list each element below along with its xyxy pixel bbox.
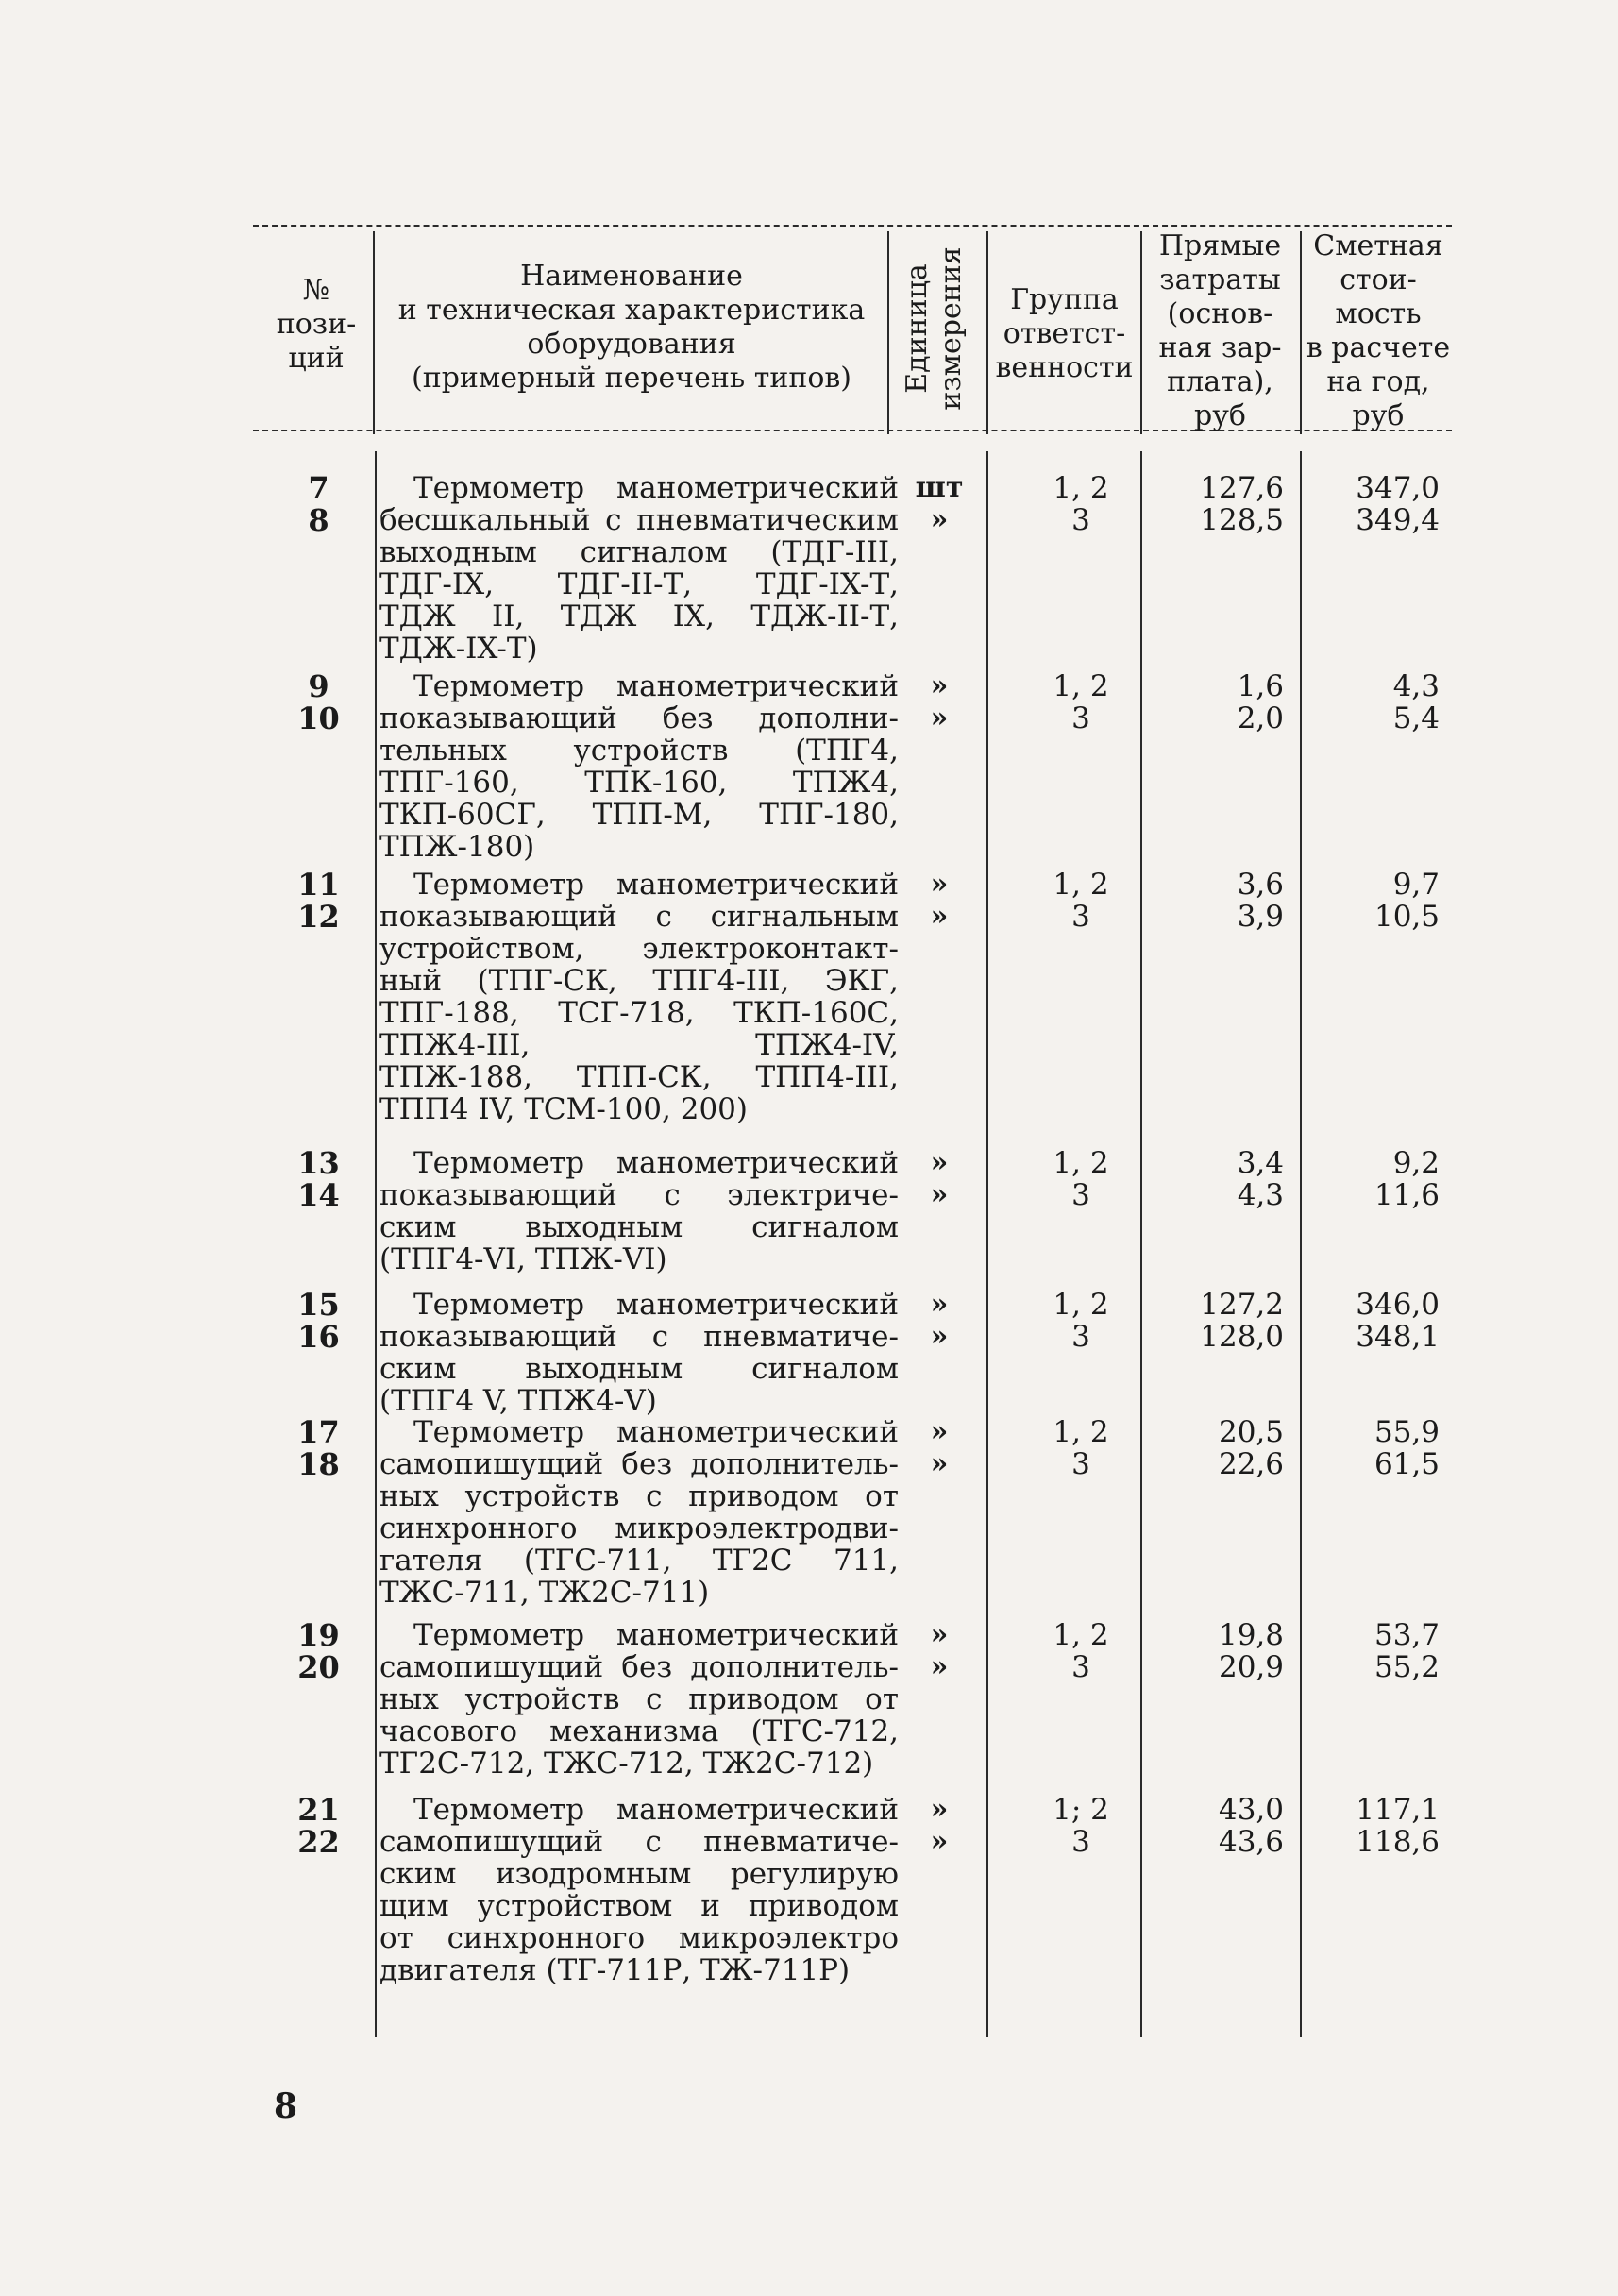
position-numbers-value: 16 bbox=[297, 1319, 340, 1355]
unit-values-value: » bbox=[930, 701, 949, 734]
description-line: самопишущий с пневматиче- bbox=[379, 1826, 899, 1858]
unit-values-value: » bbox=[930, 1178, 949, 1211]
description-line: щим устройством и приводом bbox=[379, 1890, 899, 1922]
responsibility-groups-value: 3 bbox=[1071, 1178, 1090, 1212]
position-numbers-value: 8 bbox=[308, 502, 329, 538]
header-position: № пози- ций bbox=[276, 274, 357, 375]
unit-values bbox=[897, 1794, 982, 1858]
unit-values-value: » bbox=[930, 1650, 949, 1683]
position-numbers-value: 15 bbox=[297, 1287, 340, 1323]
unit-values-value: » bbox=[930, 868, 949, 901]
header-unit: Единица измерения bbox=[901, 246, 968, 411]
unit-values bbox=[897, 1147, 982, 1211]
direct-cost-values bbox=[1156, 1794, 1284, 1858]
position-numbers-value: 12 bbox=[297, 899, 340, 935]
description-line: (ТПГ4 V, ТПЖ4-V) bbox=[379, 1385, 657, 1417]
description-line: (ТПГ4-VI, ТПЖ-VI) bbox=[379, 1243, 667, 1275]
estimated-cost-values-value: 11,6 bbox=[1374, 1178, 1440, 1212]
estimated-cost-values-value: 4,3 bbox=[1392, 669, 1440, 703]
description-line: ТПЖ-188, ТПП-СК, ТПП4-III, bbox=[379, 1061, 899, 1093]
responsibility-groups bbox=[1005, 1147, 1156, 1211]
responsibility-groups-value: 1, 2 bbox=[1053, 1415, 1109, 1449]
unit-values-value: » bbox=[930, 1415, 949, 1448]
direct-cost-values bbox=[1156, 1147, 1284, 1211]
description-line: ТПГ-188, ТСГ-718, ТКП-160С, bbox=[379, 997, 899, 1029]
unit-values bbox=[897, 1619, 982, 1683]
description-line: Термометр манометрический bbox=[413, 472, 899, 504]
position-numbers bbox=[264, 1794, 373, 1858]
description-line: часового механизма (ТГС-712, bbox=[379, 1715, 899, 1747]
description-line: ТГ2С-712, ТЖС-712, ТЖ2С-712) bbox=[379, 1747, 874, 1780]
column-separator bbox=[373, 231, 375, 434]
page-number: 8 bbox=[274, 2086, 298, 2126]
unit-values bbox=[897, 1416, 982, 1480]
position-numbers-value: 20 bbox=[297, 1649, 340, 1685]
description-line: Термометр манометрический bbox=[413, 1794, 899, 1826]
position-numbers bbox=[264, 472, 373, 536]
responsibility-groups bbox=[1005, 670, 1156, 734]
direct-cost-values-value: 20,5 bbox=[1218, 1415, 1284, 1449]
equipment-description bbox=[379, 1289, 899, 1417]
direct-cost-values bbox=[1156, 472, 1284, 536]
description-line: ТДЖ II, ТДЖ IX, ТДЖ-II-Т, bbox=[379, 600, 899, 633]
equipment-description bbox=[379, 1147, 899, 1275]
description-line: показывающий с сигнальным bbox=[379, 901, 899, 933]
direct-cost-values-value: 127,6 bbox=[1200, 471, 1284, 505]
position-numbers bbox=[264, 1416, 373, 1480]
header-estimated-cost: Сметная стои- мость в расчете на год, руб bbox=[1306, 229, 1451, 432]
description-line: самопишущий без дополнитель- bbox=[379, 1448, 899, 1480]
responsibility-groups-value: 3 bbox=[1071, 503, 1090, 537]
direct-cost-values-value: 3,4 bbox=[1237, 1146, 1284, 1180]
position-numbers-value: 22 bbox=[297, 1824, 340, 1860]
description-line: ТПП4 IV, ТСМ-100, 200) bbox=[379, 1093, 748, 1125]
estimated-cost-values-value: 55,2 bbox=[1374, 1650, 1440, 1684]
unit-values-value: » bbox=[930, 900, 949, 933]
equipment-description bbox=[379, 472, 899, 665]
unit-values-value: » bbox=[930, 1288, 949, 1321]
direct-cost-values-value: 43,6 bbox=[1218, 1825, 1284, 1859]
description-line: Термометр манометрический bbox=[413, 670, 899, 702]
description-line: ским изодромным регулирую bbox=[379, 1858, 899, 1890]
responsibility-groups-value: 3 bbox=[1071, 1447, 1090, 1481]
responsibility-groups bbox=[1005, 1416, 1156, 1480]
position-numbers bbox=[264, 1619, 373, 1683]
responsibility-groups-value: 1, 2 bbox=[1053, 1146, 1109, 1180]
estimated-cost-values-value: 61,5 bbox=[1374, 1447, 1440, 1481]
description-line: ТПЖ-180) bbox=[379, 831, 535, 863]
responsibility-groups bbox=[1005, 472, 1156, 536]
column-separator bbox=[1300, 451, 1302, 2037]
header-top-rule bbox=[253, 225, 1452, 227]
position-numbers-value: 10 bbox=[297, 701, 340, 736]
estimated-cost-values bbox=[1317, 1619, 1440, 1683]
unit-values-value: » bbox=[930, 1447, 949, 1480]
column-separator bbox=[986, 451, 988, 2037]
direct-cost-values-value: 128,5 bbox=[1200, 503, 1284, 537]
unit-values bbox=[897, 869, 982, 933]
estimated-cost-values-value: 55,9 bbox=[1374, 1415, 1440, 1449]
estimated-cost-values bbox=[1317, 1794, 1440, 1858]
description-line: Термометр манометрический bbox=[413, 1416, 899, 1448]
description-line: тельных устройств (ТПГ4, bbox=[379, 734, 899, 767]
estimated-cost-values-value: 347,0 bbox=[1356, 471, 1440, 505]
description-line: бесшкальный с пневматическим bbox=[379, 504, 899, 536]
direct-cost-values-value: 3,9 bbox=[1237, 900, 1284, 934]
responsibility-groups-value: 1; 2 bbox=[1053, 1793, 1109, 1827]
equipment-description bbox=[379, 1794, 899, 1986]
column-separator bbox=[1300, 231, 1302, 434]
description-line: Термометр манометрический bbox=[413, 1289, 899, 1321]
estimated-cost-values-value: 9,7 bbox=[1392, 868, 1440, 902]
header-name: Наименование и техническая характеристика оборудования (примерный перечень типов) bbox=[397, 260, 866, 395]
unit-values-value: » bbox=[930, 1793, 949, 1826]
estimated-cost-values-value: 346,0 bbox=[1356, 1288, 1440, 1322]
position-numbers-value: 14 bbox=[297, 1177, 340, 1213]
position-numbers bbox=[264, 1147, 373, 1211]
direct-cost-values-value: 128,0 bbox=[1200, 1320, 1284, 1354]
column-separator bbox=[887, 231, 889, 434]
column-separator bbox=[986, 231, 988, 434]
unit-values-value: » bbox=[930, 1825, 949, 1858]
direct-cost-values bbox=[1156, 670, 1284, 734]
unit-values-value: шт bbox=[915, 471, 964, 504]
estimated-cost-values-value: 5,4 bbox=[1392, 701, 1440, 735]
description-line: ТДГ-IX, ТДГ-II-Т, ТДГ-IX-Т, bbox=[379, 568, 899, 600]
equipment-description bbox=[379, 869, 899, 1125]
description-line: показывающий с пневматиче- bbox=[379, 1321, 899, 1353]
description-line: ТПЖ4-III, ТПЖ4-IV, bbox=[379, 1029, 899, 1061]
header-direct-costs: Прямые затраты (основ- ная зар- плата), руб bbox=[1158, 229, 1282, 432]
estimated-cost-values-value: 9,2 bbox=[1392, 1146, 1440, 1180]
unit-values bbox=[897, 670, 982, 734]
estimated-cost-values bbox=[1317, 1147, 1440, 1211]
responsibility-groups-value: 1, 2 bbox=[1053, 669, 1109, 703]
direct-cost-values bbox=[1156, 1416, 1284, 1480]
responsibility-groups-value: 3 bbox=[1071, 1825, 1090, 1859]
responsibility-groups-value: 3 bbox=[1071, 701, 1090, 735]
responsibility-groups bbox=[1005, 869, 1156, 933]
responsibility-groups bbox=[1005, 1289, 1156, 1353]
column-separator bbox=[375, 451, 377, 2037]
responsibility-groups-value: 3 bbox=[1071, 1650, 1090, 1684]
equipment-description bbox=[379, 1416, 899, 1609]
direct-cost-values-value: 2,0 bbox=[1237, 701, 1284, 735]
description-line: показывающий без дополни- bbox=[379, 702, 899, 734]
unit-values-value: » bbox=[930, 669, 949, 702]
position-numbers bbox=[264, 1289, 373, 1353]
description-line: ТПГ-160, ТПК-160, ТПЖ4, bbox=[379, 767, 899, 799]
description-line: ТЖС-711, ТЖ2С-711) bbox=[379, 1577, 710, 1609]
responsibility-groups-value: 1, 2 bbox=[1053, 868, 1109, 902]
responsibility-groups-value: 3 bbox=[1071, 900, 1090, 934]
estimated-cost-values bbox=[1317, 869, 1440, 933]
equipment-description bbox=[379, 670, 899, 863]
description-line: ским выходным сигналом bbox=[379, 1353, 899, 1385]
responsibility-groups bbox=[1005, 1794, 1156, 1858]
responsibility-groups bbox=[1005, 1619, 1156, 1683]
estimated-cost-values bbox=[1317, 1416, 1440, 1480]
position-numbers-value: 19 bbox=[297, 1617, 340, 1653]
direct-cost-values-value: 127,2 bbox=[1200, 1288, 1284, 1322]
unit-values-value: » bbox=[930, 1618, 949, 1651]
unit-values-value: » bbox=[930, 1320, 949, 1353]
description-line: устройством, электроконтакт- bbox=[379, 933, 899, 965]
description-line: ским выходным сигналом bbox=[379, 1211, 899, 1243]
estimated-cost-values-value: 53,7 bbox=[1374, 1618, 1440, 1652]
description-line: синхронного микроэлектродви- bbox=[379, 1512, 899, 1545]
description-line: ных устройств с приводом от bbox=[379, 1683, 899, 1715]
position-numbers-value: 7 bbox=[308, 470, 329, 506]
estimated-cost-values-value: 117,1 bbox=[1356, 1793, 1440, 1827]
unit-values bbox=[897, 472, 982, 536]
description-line: Термометр манометрический bbox=[413, 1619, 899, 1651]
description-line: Термометр манометрический bbox=[413, 869, 899, 901]
direct-cost-values-value: 22,6 bbox=[1218, 1447, 1284, 1481]
header-group: Группа ответст- венности bbox=[995, 283, 1134, 384]
direct-cost-values-value: 3,6 bbox=[1237, 868, 1284, 902]
description-line: ный (ТПГ-СК, ТПГ4-III, ЭКГ, bbox=[379, 965, 899, 997]
description-line: показывающий с электриче- bbox=[379, 1179, 899, 1211]
direct-cost-values-value: 1,6 bbox=[1237, 669, 1284, 703]
description-line: ТКП-60СГ, ТПП-М, ТПГ-180, bbox=[379, 799, 899, 831]
direct-cost-values-value: 4,3 bbox=[1237, 1178, 1284, 1212]
estimated-cost-values-value: 118,6 bbox=[1356, 1825, 1440, 1859]
responsibility-groups-value: 3 bbox=[1071, 1320, 1090, 1354]
unit-values-value: » bbox=[930, 1146, 949, 1179]
position-numbers-value: 11 bbox=[297, 867, 340, 903]
description-line: самопишущий без дополнитель- bbox=[379, 1651, 899, 1683]
estimated-cost-values bbox=[1317, 472, 1440, 536]
responsibility-groups-value: 1, 2 bbox=[1053, 1288, 1109, 1322]
position-numbers-value: 18 bbox=[297, 1446, 340, 1482]
position-numbers bbox=[264, 670, 373, 734]
description-line: Термометр манометрический bbox=[413, 1147, 899, 1179]
direct-cost-values bbox=[1156, 1619, 1284, 1683]
responsibility-groups-value: 1, 2 bbox=[1053, 471, 1109, 505]
direct-cost-values-value: 43,0 bbox=[1218, 1793, 1284, 1827]
description-line: выходным сигналом (ТДГ-III, bbox=[379, 536, 899, 568]
equipment-description bbox=[379, 1619, 899, 1780]
description-line: от синхронного микроэлектро bbox=[379, 1922, 899, 1954]
position-numbers-value: 17 bbox=[297, 1414, 340, 1450]
unit-values bbox=[897, 1289, 982, 1353]
direct-cost-values bbox=[1156, 869, 1284, 933]
direct-cost-values-value: 19,8 bbox=[1218, 1618, 1284, 1652]
estimated-cost-values-value: 349,4 bbox=[1356, 503, 1440, 537]
estimated-cost-values bbox=[1317, 1289, 1440, 1353]
direct-cost-values-value: 20,9 bbox=[1218, 1650, 1284, 1684]
position-numbers bbox=[264, 869, 373, 933]
position-numbers-value: 13 bbox=[297, 1145, 340, 1181]
direct-cost-values bbox=[1156, 1289, 1284, 1353]
description-line: двигателя (ТГ-711Р, ТЖ-711Р) bbox=[379, 1954, 851, 1986]
estimated-cost-values bbox=[1317, 670, 1440, 734]
position-numbers-value: 9 bbox=[308, 668, 329, 704]
estimated-cost-values-value: 348,1 bbox=[1356, 1320, 1440, 1354]
estimated-cost-values-value: 10,5 bbox=[1374, 900, 1440, 934]
position-numbers-value: 21 bbox=[297, 1792, 340, 1828]
description-line: ных устройств с приводом от bbox=[379, 1480, 899, 1512]
unit-values-value: » bbox=[930, 503, 949, 536]
description-line: ТДЖ-IX-Т) bbox=[379, 633, 538, 665]
description-line: гателя (ТГС-711, ТГ2С 711, bbox=[379, 1545, 899, 1577]
responsibility-groups-value: 1, 2 bbox=[1053, 1618, 1109, 1652]
